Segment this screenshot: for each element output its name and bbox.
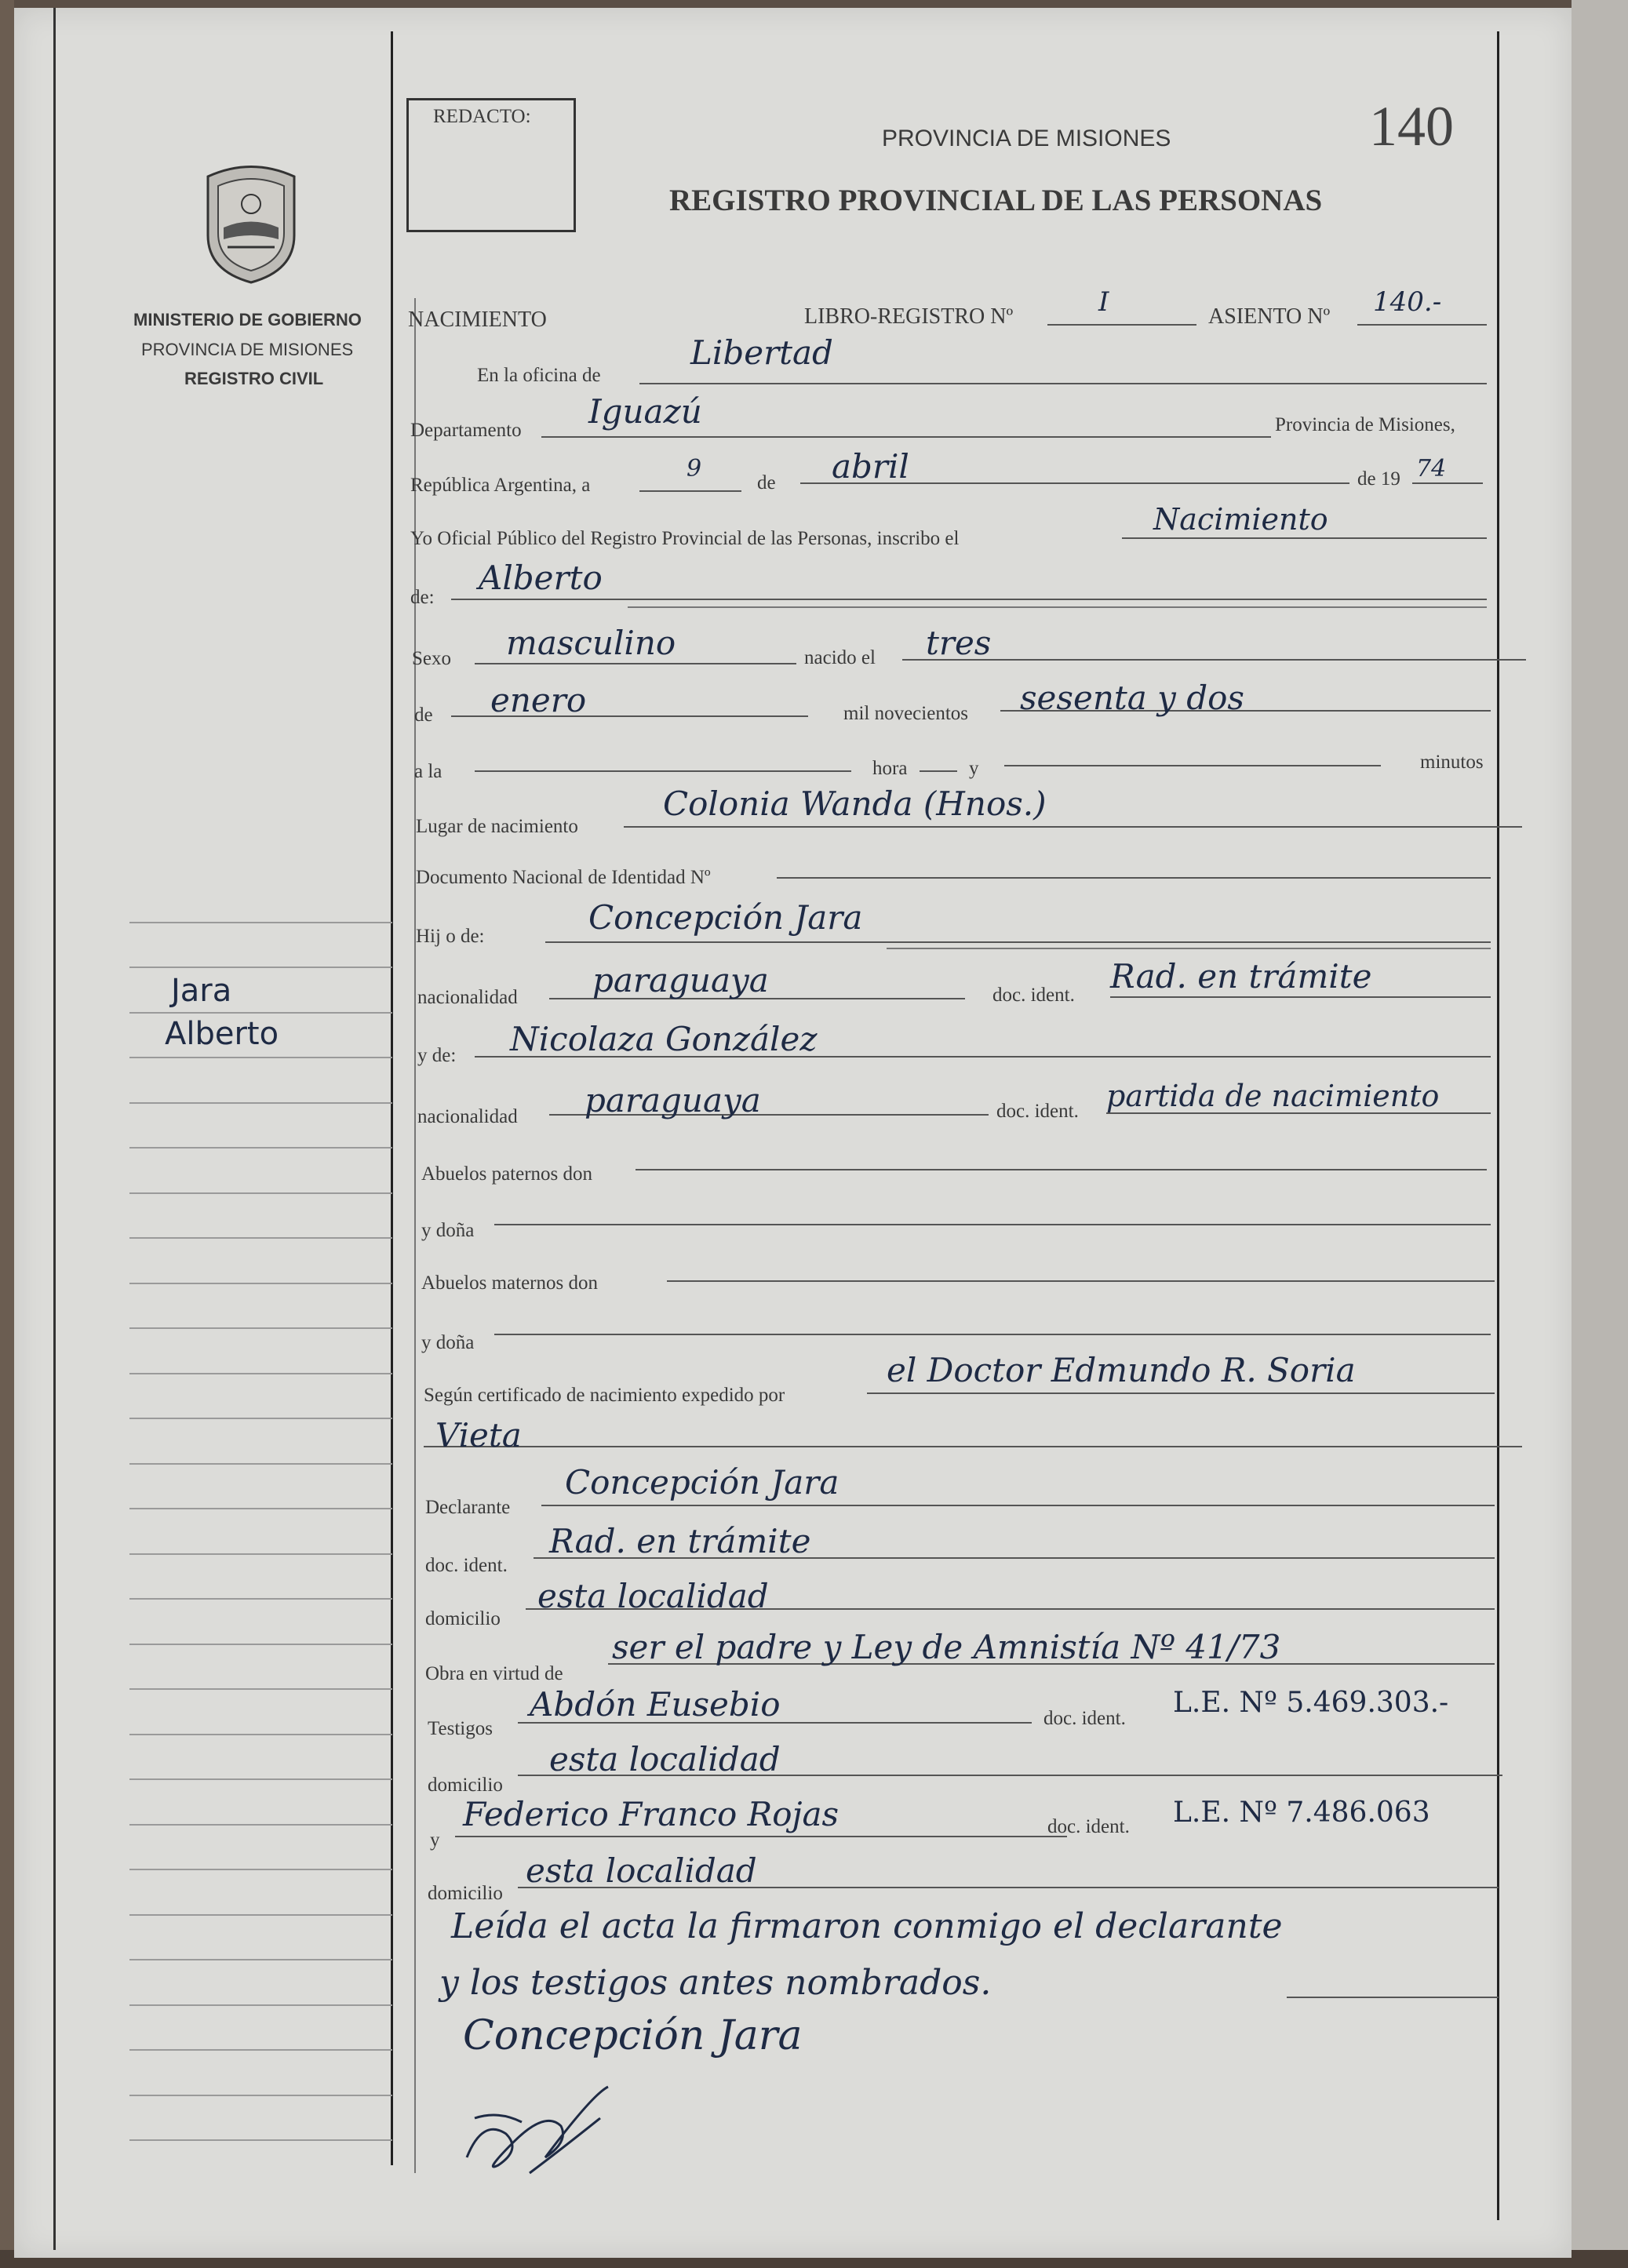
departamento-value: Iguazú: [588, 392, 702, 431]
lugar-label: Lugar de nacimiento: [416, 816, 578, 837]
emblem-icon: [196, 161, 306, 286]
testigo-1-domicilio-value: esta localidad: [549, 1740, 781, 1778]
mes-value: abril: [832, 447, 909, 486]
dia-value: 9: [687, 455, 702, 482]
madre-value: Concepción Jara: [588, 898, 863, 937]
margin-note-surname: Jara: [171, 973, 232, 1009]
closing-text-line-1: Leída el acta la firmaron conmigo el declarante: [451, 1906, 1283, 1946]
seal-registry: REGISTRO CIVIL: [184, 369, 324, 388]
sidebar-inner-line: [414, 298, 416, 2173]
left-binding-line: [53, 8, 56, 2250]
de-label-1: de: [757, 472, 776, 493]
dni-label: Documento Nacional de Identidad Nº: [416, 867, 711, 888]
republica-label: República Argentina, a: [410, 475, 591, 496]
nacionalidad-label-2: nacionalidad: [417, 1106, 518, 1127]
y-dona-label-2: y doña: [421, 1332, 475, 1353]
obra-label: Obra en virtud de: [425, 1663, 563, 1684]
seal-ministry: MINISTERIO DE GOBIERNO: [133, 310, 362, 329]
provincia-label: Provincia de Misiones,: [1275, 414, 1455, 435]
asiento-value: 140.-: [1373, 286, 1442, 318]
y-dona-label-1: y doña: [421, 1220, 475, 1241]
oficina-value: Libertad: [690, 333, 833, 372]
act-type-label: NACIMIENTO: [408, 308, 547, 332]
mes-nac-value: enero: [490, 681, 587, 719]
nacido-value: tres: [926, 624, 992, 662]
de-19-label: de 19: [1357, 468, 1400, 490]
testigo-1-doc-value: L.E. Nº 5.469.303.-: [1173, 1687, 1449, 1719]
doc-ident-label-5: doc. ident.: [1047, 1816, 1130, 1837]
certificado-value-2: Vieta: [435, 1416, 522, 1454]
top-edge: [0, 0, 1628, 8]
testigo-2-value: Federico Franco Rojas: [463, 1795, 839, 1833]
padre-nacionalidad-value: paraguaya: [585, 1081, 761, 1119]
closing-text-line-2: y los testigos antes nombrados.: [439, 1963, 992, 2003]
y-label: y: [969, 758, 979, 779]
madre-doc-value: Rad. en trámite: [1110, 957, 1372, 996]
abuelos-maternos-label: Abuelos maternos don: [421, 1272, 598, 1294]
libro-value: I: [1098, 286, 1109, 318]
padre-doc-value: partida de nacimiento: [1106, 1079, 1440, 1113]
minutos-label: minutos: [1420, 752, 1484, 773]
right-border-line: [1497, 31, 1499, 2220]
de-label-2: de:: [410, 587, 435, 608]
y-de-label: y de:: [417, 1045, 457, 1066]
segun-certificado-label: Según certificado de nacimiento expedido por: [424, 1385, 785, 1406]
inscribo-value: Nacimiento: [1153, 502, 1328, 537]
anio-nac-value: sesenta y dos: [1020, 679, 1244, 717]
official-signature-scribble: [451, 2063, 655, 2181]
lugar-value: Colonia Wanda (Hnos.): [663, 785, 1047, 823]
declarante-label: Declarante: [425, 1497, 511, 1518]
declarant-signature: Concepción Jara: [463, 2012, 803, 2059]
abuelos-paternos-label: Abuelos paternos don: [421, 1163, 593, 1185]
yo-oficial-label: Yo Oficial Público del Registro Provincial de las Personas, inscribo el: [410, 528, 960, 549]
nacionalidad-label-1: nacionalidad: [417, 987, 518, 1008]
testigos-label: Testigos: [428, 1718, 493, 1739]
sexo-label: Sexo: [412, 648, 451, 669]
testigo-2-doc-value: L.E. Nº 7.486.063: [1173, 1797, 1430, 1829]
asiento-label: ASIENTO Nº: [1208, 304, 1331, 329]
margin-divider-line: [391, 31, 393, 2165]
oficina-label: En la oficina de: [477, 365, 601, 386]
page-number: 140: [1369, 95, 1454, 158]
certificado-value: el Doctor Edmundo R. Soria: [887, 1351, 1356, 1389]
de-label-3: de: [414, 704, 433, 726]
declarante-domicilio-value: esta localidad: [537, 1577, 769, 1615]
margin-note-name: Alberto: [165, 1016, 279, 1052]
doc-ident-label-2: doc. ident.: [996, 1101, 1079, 1122]
hora-label: hora: [872, 758, 908, 779]
y-testigo-label: y: [430, 1829, 440, 1851]
left-edge: [0, 0, 14, 2268]
anio-value: 74: [1416, 455, 1447, 482]
domicilio-label-1: domicilio: [425, 1608, 501, 1629]
doc-ident-label-4: doc. ident.: [1043, 1708, 1126, 1729]
doc-ident-label-3: doc. ident.: [425, 1555, 508, 1576]
libro-label: LIBRO-REGISTRO Nº: [804, 304, 1014, 329]
departamento-label: Departamento: [410, 420, 522, 441]
nombre-value: Alberto: [479, 559, 603, 597]
province-heading: PROVINCIA DE MISIONES: [882, 126, 1171, 151]
seal-province: PROVINCIA DE MISIONES: [141, 340, 354, 359]
sexo-value: masculino: [506, 624, 676, 662]
madre-nacionalidad-value: paraguaya: [592, 961, 769, 999]
redacto-label: REDACTO:: [433, 106, 531, 127]
obra-value: ser el padre y Ley de Amnistía Nº 41/73: [612, 1628, 1281, 1666]
domicilio-label-3: domicilio: [428, 1883, 503, 1904]
page-title: REGISTRO PROVINCIAL DE LAS PERSONAS: [669, 184, 1323, 217]
testigo-1-value: Abdón Eusebio: [530, 1685, 781, 1724]
right-edge: [1572, 0, 1628, 2268]
padre-value: Nicolaza González: [510, 1020, 818, 1058]
doc-ident-label-1: doc. ident.: [992, 985, 1075, 1006]
coat-of-arms-emblem: [196, 161, 306, 286]
mil-label: mil novecientos: [843, 703, 968, 724]
declarante-doc-value: Rad. en trámite: [549, 1522, 811, 1560]
hijo-label: Hij o de:: [416, 926, 485, 947]
testigo-2-domicilio-value: esta localidad: [526, 1851, 757, 1890]
domicilio-label-2: domicilio: [428, 1775, 503, 1796]
declarante-value: Concepción Jara: [565, 1463, 839, 1502]
a-la-label: a la: [414, 761, 443, 782]
nacido-label: nacido el: [804, 647, 876, 668]
